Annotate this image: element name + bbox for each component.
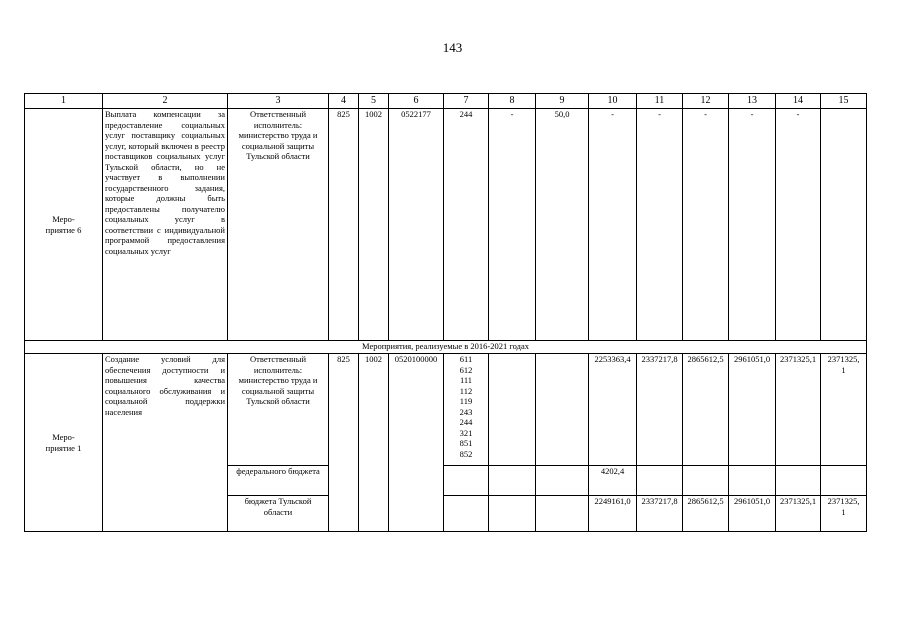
measure-6-c6: 0522177 xyxy=(389,109,444,341)
column-number: 4 xyxy=(329,94,359,109)
measure-6-c9: 50,0 xyxy=(536,109,589,341)
measure-6-c13: - xyxy=(729,109,776,341)
kvr-code: 612 xyxy=(459,364,473,375)
measure-6-description: Выплата компенсации за предоставление социальных услуг поставщику социальных услуг, который включен в реестр поставщиков социальных услуг Тульской области, но не участвует в выполнении государственного задания, которые должны быть предоставлены получателю социальных услуг в соответствии с индивидуальной программой предоставления социальных услуг xyxy=(103,109,228,341)
federal-budget-label: федерального бюджета xyxy=(228,466,329,496)
federal-c14 xyxy=(776,466,821,496)
regional-c15: 2371325, 1 xyxy=(821,496,867,532)
kvr-code: 611 xyxy=(459,354,473,364)
column-number: 12 xyxy=(683,94,729,109)
column-number: 11 xyxy=(637,94,683,109)
measure-6-c10: - xyxy=(589,109,637,341)
column-number: 14 xyxy=(776,94,821,109)
measure-6-c12: - xyxy=(683,109,729,341)
regional-c7 xyxy=(444,496,489,532)
measure-1-c5: 1002 xyxy=(359,354,389,532)
measure-1-c15: 2371325, 1 xyxy=(821,354,867,466)
federal-c11 xyxy=(637,466,683,496)
federal-c8 xyxy=(489,466,536,496)
regional-c9 xyxy=(536,496,589,532)
measure-6-c14: - xyxy=(776,109,821,341)
measure-6-label: Меро- приятие 6 xyxy=(25,109,103,341)
regional-c8 xyxy=(489,496,536,532)
federal-c13 xyxy=(729,466,776,496)
measure-6-c4: 825 xyxy=(329,109,359,341)
measure-6-responsible: Ответственный исполнитель: министерство труда и социальной защиты Тульской области xyxy=(228,109,329,341)
measure-1-c14: 2371325,1 xyxy=(776,354,821,466)
column-number: 15 xyxy=(821,94,867,109)
federal-c7 xyxy=(444,466,489,496)
kvr-code: 111 xyxy=(459,375,473,385)
measure-1-c10: 2253363,4 xyxy=(589,354,637,466)
regional-c11: 2337217,8 xyxy=(637,496,683,532)
measure-1-c8 xyxy=(489,354,536,466)
regional-budget-label: бюджета Тульской области xyxy=(228,496,329,532)
column-number: 10 xyxy=(589,94,637,109)
kvr-code: 112 xyxy=(459,385,473,396)
measure-6-c11: - xyxy=(637,109,683,341)
column-number: 6 xyxy=(389,94,444,109)
regional-c13: 2961051,0 xyxy=(729,496,776,532)
column-number: 13 xyxy=(729,94,776,109)
section-title: Мероприятия, реализуемые в 2016-2021 годах xyxy=(25,341,867,354)
column-numbers-row xyxy=(25,94,867,109)
kvr-code: 244 xyxy=(459,417,473,427)
regional-c14: 2371325,1 xyxy=(776,496,821,532)
column-number: 1 xyxy=(25,94,103,109)
measure-6-c15 xyxy=(821,109,867,341)
measure-1-c12: 2865612,5 xyxy=(683,354,729,466)
column-number: 9 xyxy=(536,94,589,109)
measure-1-c11: 2337217,8 xyxy=(637,354,683,466)
program-table xyxy=(24,93,867,532)
column-number: 5 xyxy=(359,94,389,109)
measure-1-c9 xyxy=(536,354,589,466)
measure-1-description: Создание условий для обеспечения доступности и повышения качества социального обслуживания и социальной поддержки населения xyxy=(103,354,228,532)
measure-1-row xyxy=(25,354,867,466)
section-row xyxy=(25,341,867,354)
measure-1-kvr-codes xyxy=(444,354,489,466)
column-number: 3 xyxy=(228,94,329,109)
regional-c12: 2865612,5 xyxy=(683,496,729,532)
kvr-code: 852 xyxy=(459,448,473,459)
measure-1-responsible: Ответственный исполнитель: министерство труда и социальной защиты Тульской области xyxy=(228,354,329,466)
column-number: 8 xyxy=(489,94,536,109)
federal-c10: 4202,4 xyxy=(589,466,637,496)
federal-c12 xyxy=(683,466,729,496)
measure-6-c8: - xyxy=(489,109,536,341)
column-number: 7 xyxy=(444,94,489,109)
measure-1-c4: 825 xyxy=(329,354,359,532)
regional-c10: 2249161,0 xyxy=(589,496,637,532)
measure-1-c6: 0520100000 xyxy=(389,354,444,532)
measure-1-c13: 2961051,0 xyxy=(729,354,776,466)
measure-6-c5: 1002 xyxy=(359,109,389,341)
measure-1-label: Меро- приятие 1 xyxy=(25,354,103,532)
measure-6-c7: 244 xyxy=(444,109,489,341)
federal-c15 xyxy=(821,466,867,496)
column-number: 2 xyxy=(103,94,228,109)
measure-6-row xyxy=(25,109,867,341)
page-number: 143 xyxy=(442,40,463,55)
federal-c9 xyxy=(536,466,589,496)
kvr-code: 243 xyxy=(459,406,473,417)
kvr-code: 321 xyxy=(459,427,473,438)
kvr-code: 851 xyxy=(459,438,473,448)
kvr-code: 119 xyxy=(459,396,473,406)
